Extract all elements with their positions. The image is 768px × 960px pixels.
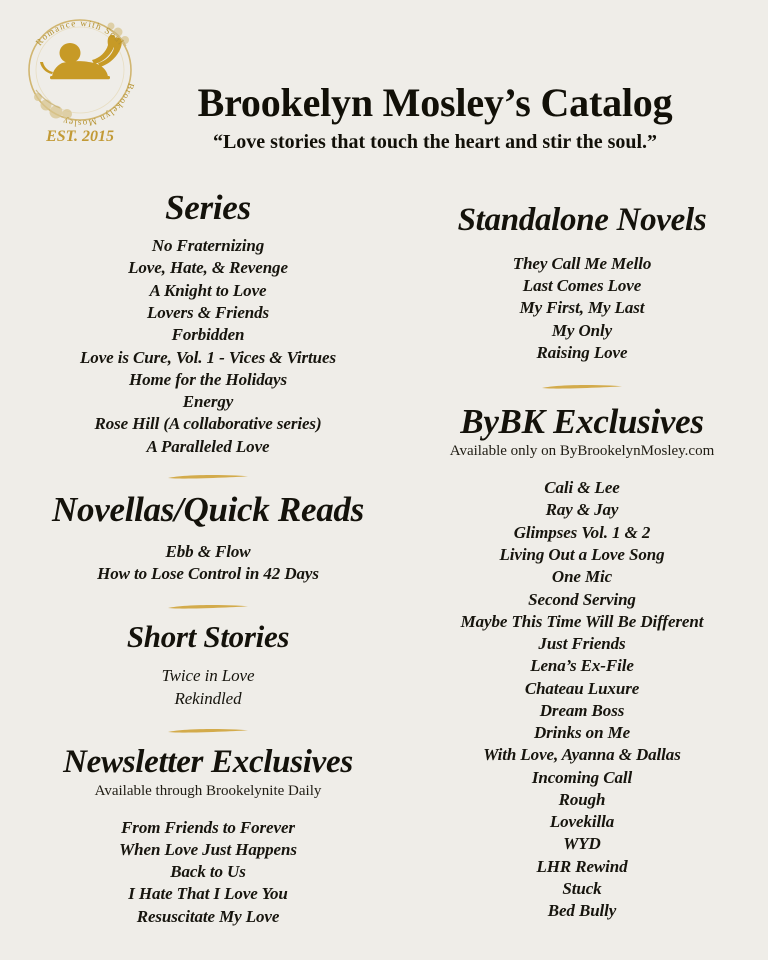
list-item: A Knight to Love — [149, 280, 267, 300]
item-list-short-stories — [30, 665, 386, 710]
item-list-novellas — [30, 541, 386, 586]
list-item: Back to Us — [170, 862, 246, 882]
list-item: Twice in Love — [161, 666, 255, 686]
section-series — [30, 188, 386, 458]
list-item: One Mic — [551, 567, 613, 587]
list-item: Ebb & Flow — [165, 542, 251, 562]
list-item: Resuscitate My Love — [136, 906, 280, 926]
list-item: LHR Rewind — [536, 856, 628, 876]
list-item: Incoming Call — [531, 767, 633, 787]
section-short-stories — [30, 620, 386, 710]
list-item: Love is Cure, Vol. 1 - Vices & Virtues — [80, 347, 336, 367]
list-item: They Call Me Mello — [512, 253, 652, 273]
section-bybk-exclusives — [410, 402, 754, 922]
masthead — [120, 82, 750, 154]
page-tagline: “Love stories that touch the heart and stir the soul.” — [212, 131, 658, 154]
catalog-columns — [0, 188, 768, 928]
left-column — [0, 188, 404, 928]
list-item: I Hate That I Love You — [128, 884, 288, 904]
gold-divider-icon — [30, 468, 386, 486]
list-item: How to Lose Control in 42 Days — [97, 564, 319, 584]
section-standalone-novels — [410, 202, 754, 364]
list-item: Living Out a Love Song — [499, 545, 665, 565]
list-item: Energy — [182, 392, 234, 412]
section-heading-short-stories: Short Stories — [126, 618, 290, 654]
list-item: My Only — [551, 320, 613, 340]
list-item: Last Comes Love — [522, 276, 642, 296]
section-heading-standalone-novels: Standalone Novels — [457, 202, 707, 238]
list-item: Ray & Jay — [545, 500, 619, 520]
list-item: When Love Just Happens — [119, 839, 297, 859]
list-item: Cali & Lee — [544, 478, 620, 498]
list-item: Dream Boss — [539, 700, 625, 720]
logo-arc-right-text: Brookelyn Mosley — [60, 81, 137, 129]
right-column — [404, 188, 768, 923]
section-newsletter-exclusives — [30, 744, 386, 928]
logo-arc-top-text: Romance with Soul — [33, 17, 127, 48]
list-item: Lena’s Ex-File — [530, 656, 634, 676]
gold-divider-icon — [30, 598, 386, 616]
list-item: Drinks on Me — [533, 723, 631, 743]
list-item: WYD — [563, 834, 601, 854]
list-item: Stuck — [562, 879, 602, 898]
gold-divider-icon — [410, 378, 754, 396]
list-item: Raising Love — [536, 343, 628, 363]
section-novellas-quick-reads — [30, 490, 386, 586]
list-item: Maybe This Time Will Be Different — [460, 611, 704, 631]
page-title: Brookelyn Mosley’s Catalog — [197, 80, 673, 125]
list-item: A Paralleled Love — [146, 436, 270, 456]
list-item: Just Friends — [538, 634, 626, 654]
list-item: My First, My Last — [519, 298, 645, 318]
list-item: Bed Bully — [547, 901, 617, 921]
gold-divider-icon — [30, 722, 386, 740]
item-list-series — [30, 235, 386, 458]
list-item: Rough — [558, 789, 606, 809]
section-heading-bybk-exclusives: ByBK Exclusives — [460, 402, 704, 442]
section-subtitle-bybk-exclusives: Available only on ByBrookelynMosley.com — [449, 443, 715, 460]
item-list-standalone-novels — [410, 253, 754, 364]
list-item: Lovers & Friends — [146, 302, 270, 322]
section-heading-series: Series — [165, 188, 251, 227]
list-item: From Friends to Forever — [121, 817, 295, 837]
item-list-bybk-exclusives — [410, 477, 754, 922]
list-item: Chateau Luxure — [524, 678, 640, 698]
list-item: Lovekilla — [549, 812, 615, 832]
item-list-newsletter — [30, 817, 386, 928]
list-item: Love, Hate, & Revenge — [128, 258, 288, 278]
list-item: Glimpses Vol. 1 & 2 — [513, 522, 651, 542]
list-item: Forbidden — [171, 325, 245, 345]
list-item: Rose Hill (A collaborative series) — [94, 414, 322, 434]
section-heading-novellas: Novellas/Quick Reads — [52, 489, 364, 529]
logo-established-text: EST. 2015 — [46, 128, 114, 145]
section-heading-newsletter: Newsletter Exclusives — [63, 743, 353, 780]
list-item: No Fraternizing — [151, 236, 265, 256]
section-subtitle-newsletter: Available through Brookelynite Daily — [94, 782, 322, 799]
list-item: Rekindled — [174, 688, 242, 708]
list-item: With Love, Ayanna & Dallas — [483, 745, 681, 765]
list-item: Second Serving — [528, 589, 636, 609]
list-item: Home for the Holidays — [129, 369, 287, 389]
